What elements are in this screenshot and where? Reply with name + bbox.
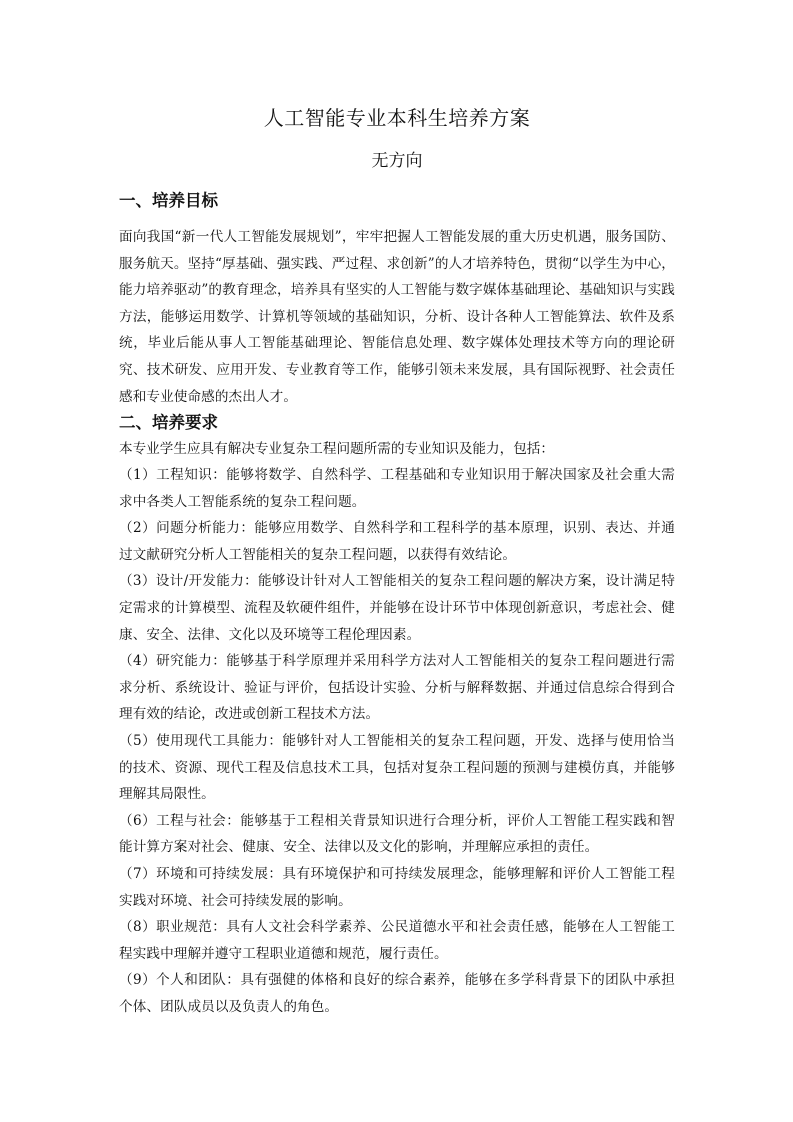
requirement-item: （2）问题分析能力：能够应用数学、自然科学和工程科学的基本原理，识别、表达、并通过文献研究分析人工智能相关的复杂工程问题，以获得有效结论。: [119, 520, 675, 563]
requirement-item: （7）环境和可持续发展：具有环境保护和可持续发展理念，能够理解和评价人工智能工程实践对环境、社会可持续发展的影响。: [119, 865, 675, 909]
section-heading: 一、培养目标: [119, 191, 218, 210]
section-paragraph: 面向我国“新一代人工智能发展规划”，牢牢把握人工智能发展的重大历史机遇，服务国防、服务航天。坚持“厚基础、强实践、严过程、求创新”的人才培养特色，贯彻“以学生为中心，能力培养驱动”的教育理念，培养具有坚实的人工智能与数字媒体基础理论、基础知识与实践方法，能够运用数学、计算机等领域的基础知识，分析、设计各种人工智能算法、软件及系统，毕业后能从事人工智能基础理论、智能信息处理、数字媒体处理技术等方向的理论研究、技术研发、应用开发、专业教育等工作，能够引领未来发展，具有国际视野、社会责任感和专业使命感的杰出人才。: [119, 229, 675, 405]
requirement-item: （1）工程知识：能够将数学、自然科学、工程基础和专业知识用于解决国家及社会重大需求中各类人工智能系统的复杂工程问题。: [119, 467, 675, 510]
requirement-item: （9）个人和团队：具有强健的体格和良好的综合素养，能够在多学科背景下的团队中承担个体、团队成员以及负责人的角色。: [119, 972, 675, 1015]
document-subtitle: 无方向: [371, 151, 423, 171]
requirement-item: （8）职业规范：具有人文社会科学素养、公民道德水平和社会责任感，能够在人工智能工程实践中理解并遵守工程职业道德和规范，履行责任。: [119, 919, 675, 962]
requirement-item: （4）研究能力：能够基于科学原理并采用科学方法对人工智能相关的复杂工程问题进行需求分析、系统设计、验证与评价，包括设计实验、分析与解释数据、并通过信息综合得到合理有效的结论，改进或创新工程技术方法。: [119, 653, 675, 723]
document-title: 人工智能专业本科生培养方案: [263, 106, 531, 130]
requirement-item: （5）使用现代工具能力：能够针对人工智能相关的复杂工程问题，开发、选择与使用恰当的技术、资源、现代工程及信息技术工具，包括对复杂工程问题的预测与建模仿真，并能够理解其局限性。: [119, 732, 675, 803]
section-training-objectives: [119, 188, 675, 410]
requirement-item: （6）工程与社会：能够基于工程相关背景知识进行合理分析，评价人工智能工程实践和智能计算方案对社会、健康、安全、法律以及文化的影响，并理解应承担的责任。: [119, 812, 675, 856]
section-lead: 本专业学生应具有解决专业复杂工程问题所需的专业知识及能力，包括：: [119, 441, 554, 457]
requirement-item: （3）设计/开发能力：能够设计针对人工智能相关的复杂工程问题的解决方案，设计满足特定需求的计算模型、流程及软硬件组件，并能够在设计环节中体现创新意识，考虑社会、健康、安全、法律、文化以及环境等工程伦理因素。: [119, 573, 675, 643]
section-training-requirements: [119, 410, 675, 1020]
section-heading: 二、培养要求: [119, 413, 218, 432]
